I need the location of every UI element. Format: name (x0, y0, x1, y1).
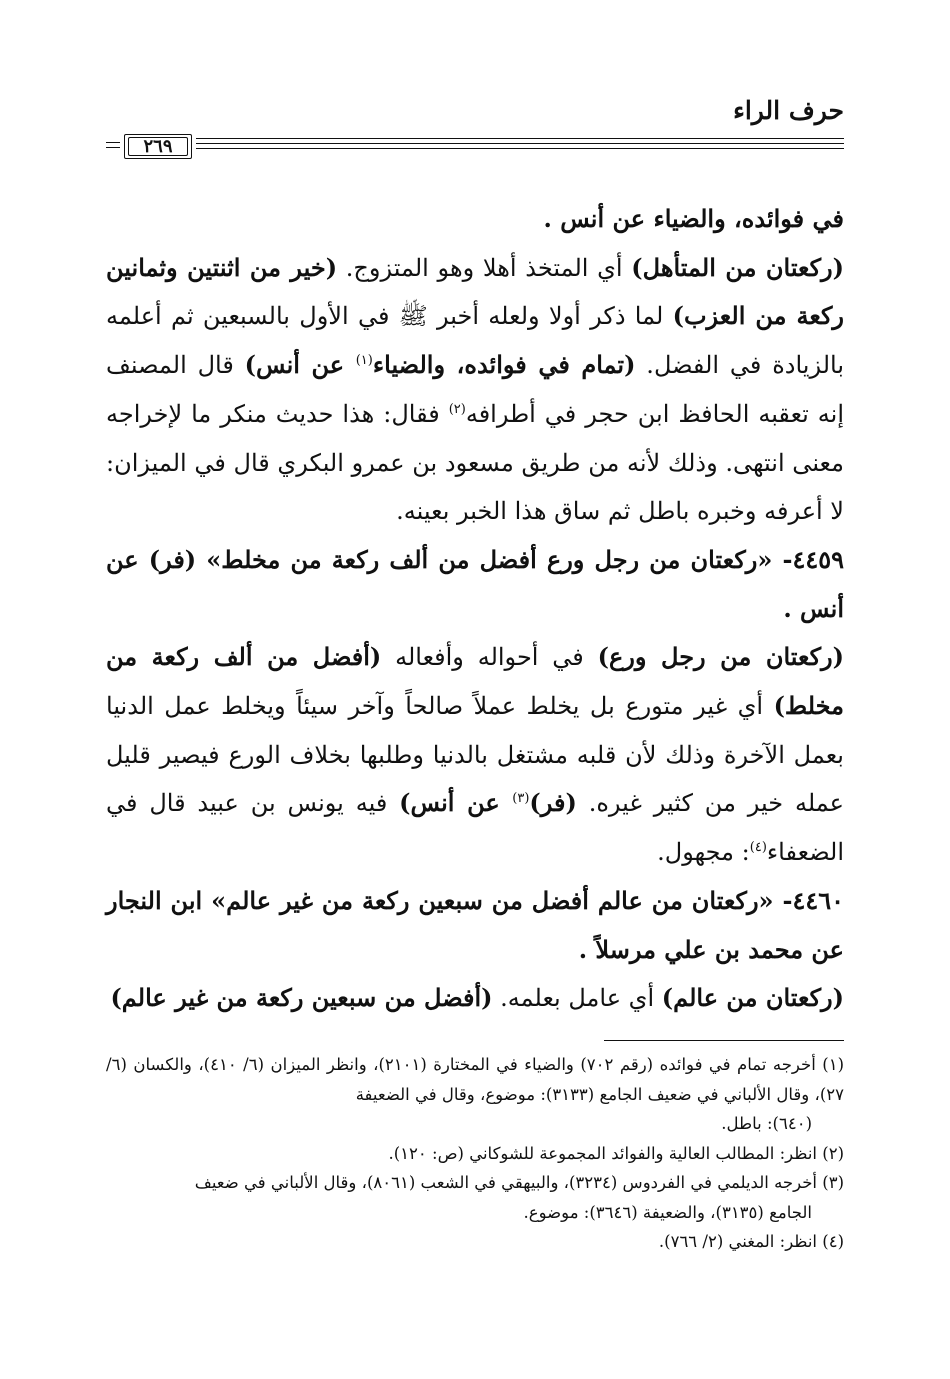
page-number-box (124, 134, 192, 159)
paragraph (106, 633, 844, 877)
header-rule-line (196, 148, 844, 149)
footnote (106, 1227, 844, 1257)
commentary-text: أي المتخذ أهلا وهو المتزوج. (337, 253, 632, 282)
commentary-text: فقال: هذا حديث منكر ما لإخراجه معنى انتهى. وذلك لأنه من طريق مسعود بن عمرو البكري قال في الميزان: لا أعرفه وخبره باطل ثم ساق هذا الخبر بعينه. (106, 399, 844, 526)
page-number: ٢٦٩ (128, 137, 188, 156)
hadith-entry: ٤٤٦٠- «ركعتان من عالم أفضل من سبعين ركعة من غير عالم» ابن النجار عن محمد بن علي مرسلاً . (106, 885, 844, 964)
commentary-text: أي عامل بعلمه. (492, 984, 662, 1013)
source-citation: عن أنس) (399, 788, 513, 818)
source-citation: (فر) (529, 788, 577, 818)
hadith-quote: (أفضل من سبعين ركعة من غير عالم) (110, 983, 493, 1013)
commentary-text: فيه يونس بن عبيد قال في الضعفاء (106, 789, 844, 867)
footnote-text: (٣) أخرجه الديلمي في الفردوس (٣٢٣٤)، والبيهقي في الشعب (٨٠٦١)، وقال الألباني في ضعيف (194, 1173, 844, 1192)
chapter-title: حرف الراء (733, 96, 844, 125)
header-rule (106, 134, 844, 160)
footnote-ref[interactable]: (١) (355, 353, 373, 369)
footnote-continuation (106, 1198, 844, 1228)
hadith-quote: (ركعتان من رجل ورع) (597, 642, 844, 672)
footnotes (106, 1050, 844, 1257)
header-rule-line (196, 138, 844, 139)
commentary-text: لما ذكر أولا ولعله أخبر ﷺ في الأول بالسبعين ثم أعلمه بالزيادة في الفضل. (106, 302, 845, 380)
commentary-text: في أحواله وأفعاله (381, 643, 598, 672)
commentary-text: قال المصنف إنه تعقبه الحافظ ابن حجر في أطرافه (106, 351, 844, 428)
commentary-text: : مجهول. (657, 838, 750, 867)
hadith-quote: (أفضل من ألف ركعة من مخلط) (106, 642, 844, 721)
footnote-text: (٤) انظر: المغني (٢/ ٧٦٦). (658, 1232, 844, 1251)
source-line: في فوائده، والضياء عن أنس . (543, 204, 844, 233)
hadith-quote: (ركعتان من المتأهل) (631, 252, 845, 282)
paragraph (106, 244, 844, 536)
hadith-entry: ٤٤٥٩- «ركعتان من رجل ورع أفضل من ألف ركعة من مخلط» (فر) عن أنس . (106, 544, 844, 623)
source-citation: عن أنس) (244, 350, 356, 380)
page-box-tick (106, 147, 120, 148)
footnote-continuation (106, 1109, 844, 1139)
paragraph (106, 195, 844, 244)
footnote-ref[interactable]: (٤) (749, 840, 767, 856)
hadith-quote: (خير من اثنتين وثمانين ركعة من العزب) (106, 252, 844, 331)
footnote-text: (١) أخرجه تمام في فوائده (رقم ٧٠٢) والضياء في المختارة (٢١٠١)، وانظر الميزان (٦/ ٤١٠)، والكسان (٦/ ٢٧)، وقال الألباني في ضعيف الجامع (٣١٣٣): موضوع، وقال في الضعيفة (106, 1055, 844, 1104)
footnote (106, 1139, 844, 1169)
footnote-text: (٦٤٠): باطل. (721, 1114, 812, 1133)
footnote-ref[interactable]: (٣) (512, 791, 530, 807)
paragraph (106, 974, 844, 1023)
header-rule-line (196, 143, 844, 144)
footnote (106, 1050, 844, 1109)
footnote-separator (604, 1040, 844, 1041)
paragraph (106, 877, 844, 974)
footnote-text: (٢) انظر: المطالب العالية والفوائد المجموعة للشوكاني (ص: ١٢٠). (388, 1143, 844, 1163)
source-citation: (تمام في فوائده، والضياء (372, 350, 636, 380)
footnote-text: الجامع (٣١٣٥)، والضعيفة (٣٦٤٦): موضوع. (523, 1202, 812, 1222)
footnote-ref[interactable]: (٢) (448, 401, 466, 417)
paragraph (106, 536, 844, 633)
commentary-text: أي غير متورع بل يخلط عملاً صالحاً وآخر سيئاً ويخلط عمل الدنيا بعمل الآخرة وذلك لأن قلبه مشتغل بالدنيا وطلبها بخلاف الورع فيصير قليل عمله خير من كثير غيره. (106, 692, 844, 818)
page-box-tick (106, 142, 120, 143)
footnote (106, 1168, 844, 1198)
main-text (106, 195, 844, 1023)
hadith-quote: (ركعتان من عالم) (661, 983, 844, 1013)
page-header (106, 94, 844, 164)
